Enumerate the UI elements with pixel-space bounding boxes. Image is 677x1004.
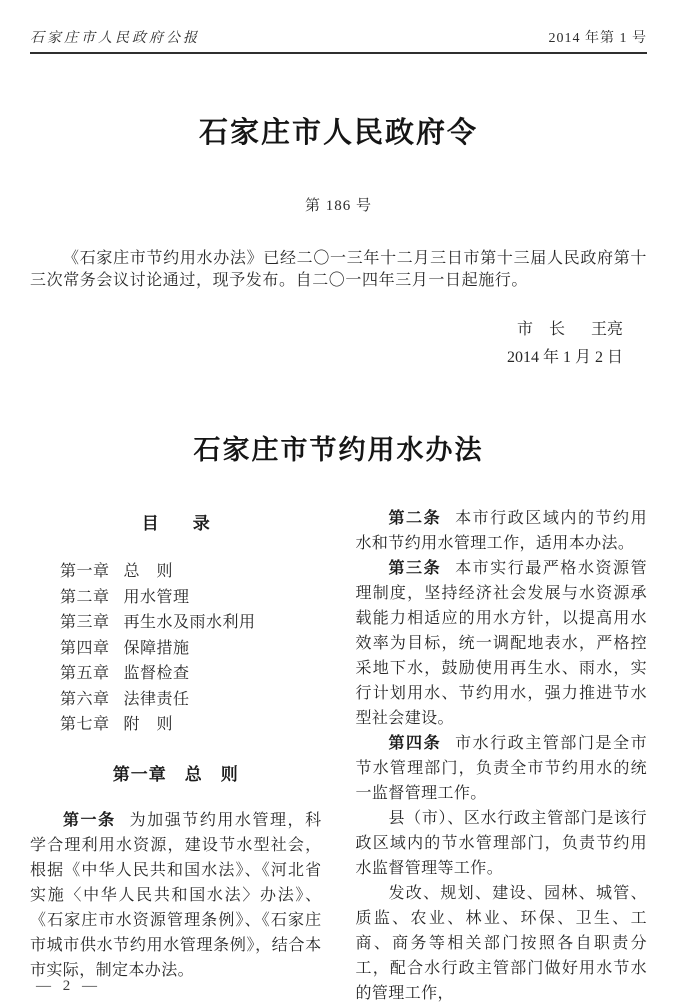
toc-chapter-title: 附 则: [123, 716, 174, 733]
toc-chapter-title: 保障措施: [123, 639, 190, 657]
signature-date: 2014 年 1 月 2 日: [506, 349, 623, 366]
article-4-label: 第四条: [388, 735, 442, 752]
signer-name: 王亮: [590, 321, 623, 338]
toc-item: [60, 610, 322, 636]
article-3-text: 本市实行最严格水资源管理制度，坚持经济社会发展与水资源承载能力相适应的用水方针，以提高用水效率为目标，统一调配地表水，严格控采地下水，鼓励使用再生水、雨水，实行计划用水、节约用水，强力推进节水型社会建设。: [355, 560, 647, 727]
toc-chapter-label: 第二章: [60, 588, 110, 606]
signature-block: [30, 316, 647, 372]
article-4-paragraph-2-text: 县（市）、区水行政主管部门是该行政区域内的节水管理部门，负责节约用水监督管理等工作。: [355, 810, 647, 877]
toc-chapter-label: 第六章: [60, 690, 110, 708]
toc-chapter-title: 用水管理: [123, 588, 190, 606]
regulation-title: 石家庄市节约用水办法: [193, 435, 484, 465]
article-2-label: 第二条: [388, 510, 442, 527]
publication-name: 石家庄市人民政府公报: [30, 31, 200, 46]
issue-number: 2014 年第 1 号: [548, 31, 647, 46]
article-4-paragraph-2: [356, 806, 648, 881]
signer-title: 市 长: [516, 321, 565, 338]
toc-chapter-title: 再生水及雨水利用: [123, 614, 256, 631]
article-1-text: 为加强节约用水管理，科学合理利用水资源，建设节水型社会，根据《中华人民共和国水法》、《河北省实施〈中华人民共和国水法〉办法》、《石家庄市水资源管理条例》、《石家庄市城市供水节约用水管理条例》，结合本市实际，制定本办法。: [30, 811, 322, 979]
article-1-label: 第一条: [63, 811, 116, 829]
article-3-label: 第三条: [388, 560, 442, 577]
toc-item: [60, 712, 322, 738]
article-4: [356, 731, 648, 806]
decree-title: 石家庄市人民政府令: [198, 117, 478, 149]
toc-item: [60, 661, 322, 687]
article-4-paragraph-3: [356, 881, 648, 1004]
toc-chapter-label: 第一章: [60, 563, 110, 580]
article-1: [30, 808, 322, 983]
decree-number: 第 186 号: [304, 198, 372, 214]
article-2-text: 本市行政区域内的节约用水和节约用水管理工作，适用本办法。: [355, 510, 647, 552]
toc-chapter-label: 第五章: [60, 665, 110, 682]
article-3: [356, 556, 648, 731]
article-4-paragraph-3-text: 发改、规划、建设、园林、城管、质监、农业、林业、环保、卫生、工商、商务等相关部门按照各自职责分工，配合水行政主管部门做好用水节水的管理工作，: [355, 885, 647, 1002]
toc-chapter-title: 总 则: [123, 563, 174, 580]
article-4-text: 市水行政主管部门是全市节水管理部门，负责全市节约用水的统一监督管理工作。: [355, 735, 647, 802]
toc-item: [60, 687, 322, 713]
toc-chapter-title: 法律责任: [123, 690, 190, 708]
chapter-one-heading: 第一章 总 则: [112, 764, 239, 784]
regulation-body: [30, 506, 647, 1004]
toc-chapter-title: 监督检查: [123, 665, 190, 682]
signature-line: [30, 316, 623, 344]
toc-list: [30, 559, 322, 738]
left-column: [30, 506, 322, 1004]
toc-item: [60, 559, 322, 585]
toc-item: [60, 636, 322, 662]
right-column: [356, 506, 648, 1004]
toc-chapter-label: 第七章: [60, 716, 110, 733]
toc-chapter-label: 第四章: [60, 639, 110, 657]
toc-item: [60, 585, 322, 611]
page-header: [30, 0, 647, 54]
toc-heading: 目 录: [141, 514, 210, 533]
decree-body-paragraph: 《石家庄市节约用水办法》已经二〇一三年十二月三日市第十三届人民政府第十三次常务会议讨论通过，现予发布。自二〇一四年三月一日起施行。: [30, 250, 647, 289]
article-2: [356, 506, 648, 556]
page-number: — 2 —: [36, 978, 101, 994]
toc-chapter-label: 第三章: [60, 614, 110, 631]
